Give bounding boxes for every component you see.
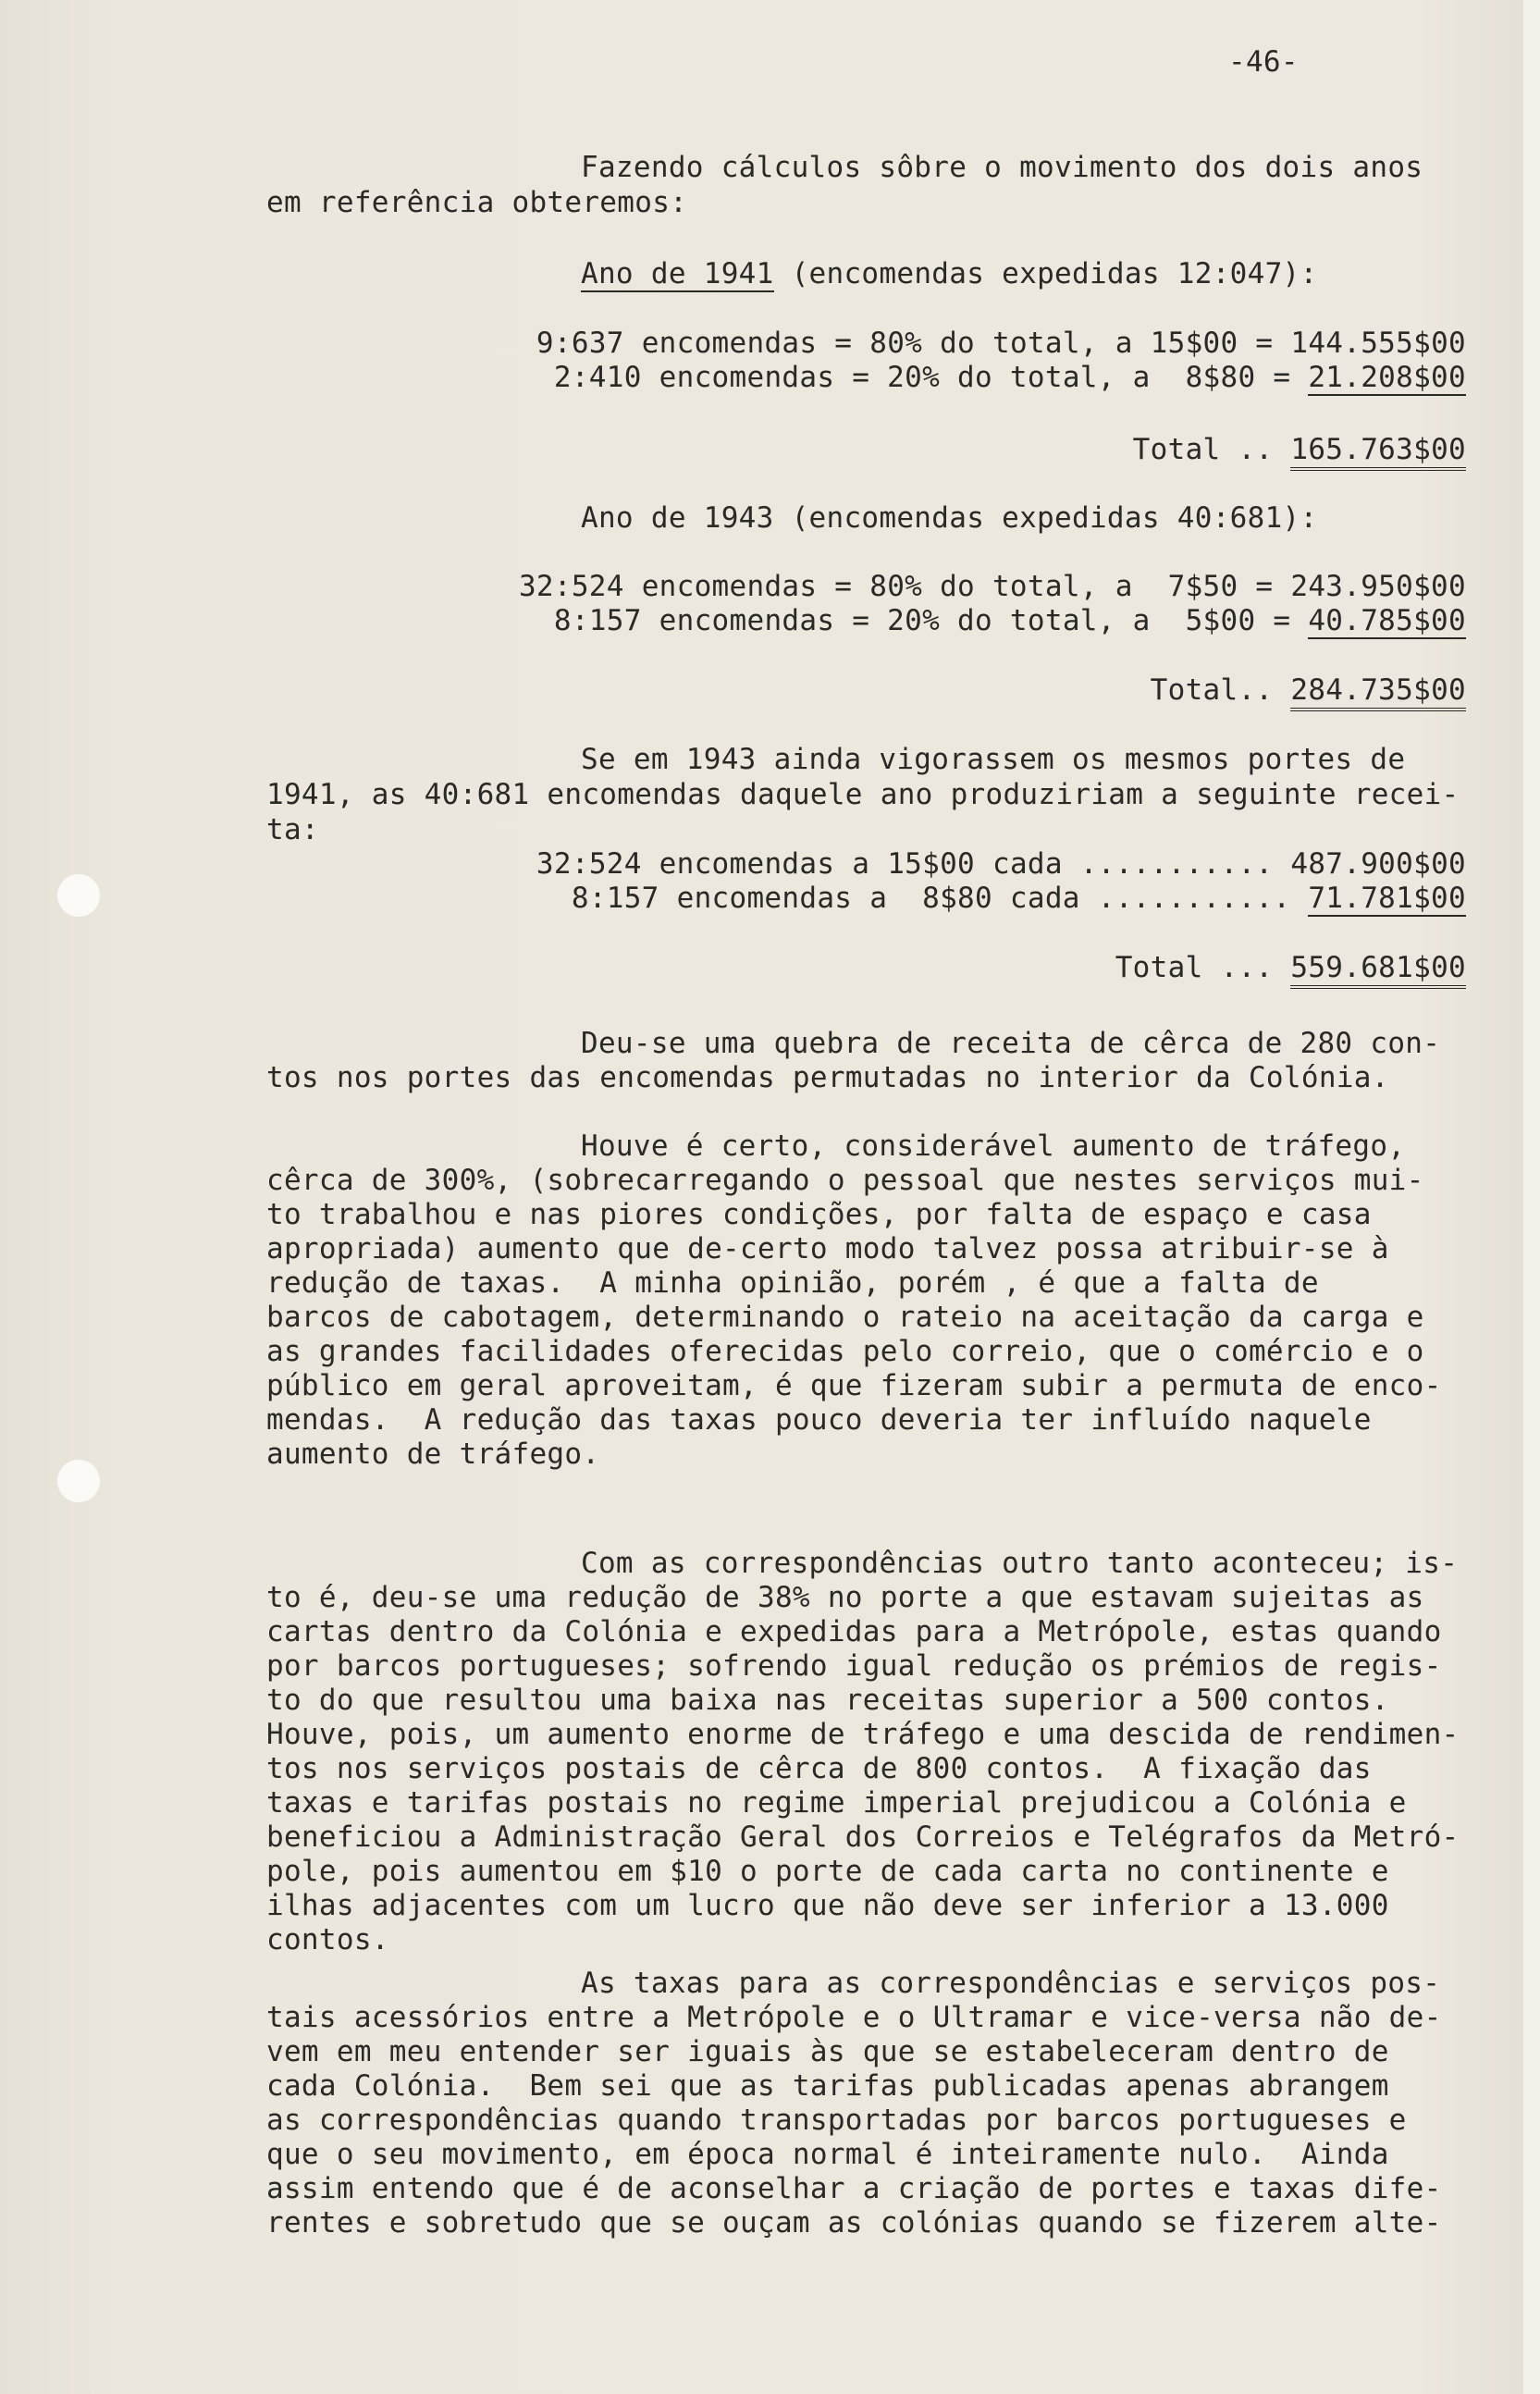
intro-line-1: Fazendo cálculos sôbre o movimento dos dois anos (581, 151, 1423, 184)
punch-hole-bottom (57, 1460, 100, 1502)
corresp-line-5: to do que resultou uma baixa nas receitas superior a 500 contos. (266, 1684, 1389, 1717)
corresp-line-1: Com as correspondências outro tanto aconteceu; is- (581, 1547, 1459, 1580)
corresp-line-9: beneficiou a Administração Geral dos Correios e Telégrafos da Metró- (266, 1820, 1460, 1854)
hypothesis-line-1: Se em 1943 ainda vigorassem os mesmos portes de (581, 743, 1406, 776)
punch-hole-top (57, 874, 100, 917)
quebra-line-1: Deu-se uma quebra de receita de cêrca de 280 con- (581, 1027, 1441, 1060)
year-1943-total (1151, 673, 1466, 708)
page-edge (1523, 0, 1540, 2394)
corresp-line-7: tos nos serviços postais de cêrca de 800 contos. A fixação das (266, 1752, 1372, 1785)
year-1941-heading-rest: (encomendas expedidas 12:047): (773, 257, 1318, 290)
year-1943-total-value: 284.735$00 (1290, 673, 1466, 711)
year-1943-row-2-value: 40.785$00 (1308, 604, 1466, 637)
corresp-line-12: contos. (266, 1923, 389, 1956)
corresp-line-2: to é, deu-se uma redução de 38% no porte a que estavam sujeitas as (266, 1581, 1424, 1614)
hypothesis-row-2 (572, 881, 1466, 916)
trafego-line-3: to trabalhou e nas piores condições, por falta de espaço e casa (266, 1198, 1372, 1231)
trafego-line-9: mendas. A redução das taxas pouco deveria ter influído naquele (266, 1403, 1372, 1437)
taxas-line-7: assim entendo que é de aconselhar a criação de portes e taxas dife- (266, 2172, 1442, 2205)
quebra-line-2: tos nos portes das encomendas permutadas no interior da Colónia. (266, 1061, 1389, 1094)
intro-line-2: em referência obteremos: (266, 186, 688, 219)
year-1941-row-2-text: 2:410 encomendas = 20% do total, a 8$80 = (553, 361, 1309, 394)
year-1943-heading: Ano de 1943 (encomendas expedidas 40:681): (581, 501, 1318, 535)
trafego-line-2: cêrca de 300%, (sobrecarregando o pessoal que nestes serviços mui- (266, 1164, 1424, 1197)
trafego-line-1: Houve é certo, considerável aumento de tráfego, (581, 1129, 1406, 1163)
year-1943-row-1: 32:524 encomendas = 80% do total, a 7$50 = 243.950$00 (518, 570, 1466, 603)
hypothesis-total (1115, 950, 1466, 985)
corresp-line-11: ilhas adjacentes com um lucro que não deve ser inferior a 13.000 (266, 1889, 1389, 1922)
trafego-line-4: apropriada) aumento que de-certo modo talvez possa atribuir-se à (266, 1232, 1389, 1265)
year-1941-heading (581, 256, 1317, 291)
year-1941-row-2 (554, 360, 1466, 395)
year-1941-total (1133, 432, 1466, 467)
corresp-line-3: cartas dentro da Colónia e expedidas para a Metrópole, estas quando (266, 1615, 1442, 1648)
taxas-line-8: rentes e sobretudo que se ouçam as colónias quando se fizerem alte- (266, 2206, 1442, 2240)
year-1941-row-1: 9:637 encomendas = 80% do total, a 15$00 = 144.555$00 (536, 327, 1466, 360)
corresp-line-10: pole, pois aumentou em $10 o porte de cada carta no continente e (266, 1855, 1389, 1888)
trafego-line-6: barcos de cabotagem, determinando o rateio na aceitação da carga e (266, 1301, 1424, 1334)
taxas-line-5: as correspondências quando transportadas por barcos portugueses e (266, 2104, 1407, 2137)
corresp-line-8: taxas e tarifas postais no regime imperial prejudicou a Colónia e (266, 1786, 1407, 1820)
year-1941-label: Ano de 1941 (581, 257, 774, 290)
page-number: -46- (1228, 45, 1299, 79)
hypothesis-total-label: Total ... (1115, 951, 1291, 984)
year-1943-row-2 (554, 603, 1466, 638)
year-1941-total-value: 165.763$00 (1290, 433, 1466, 471)
hypothesis-line-2: 1941, as 40:681 encomendas daquele ano produziriam a seguinte recei- (266, 778, 1460, 811)
year-1941-row-2-value: 21.208$00 (1308, 361, 1466, 394)
hypothesis-line-3: ta: (266, 813, 319, 846)
taxas-line-6: que o seu movimento, em época normal é inteiramente nulo. Ainda (266, 2138, 1389, 2171)
taxas-line-2: tais acessórios entre a Metrópole e o Ultramar e vice-versa não de- (266, 2001, 1442, 2034)
hypothesis-total-value: 559.681$00 (1290, 951, 1466, 989)
hypothesis-row-2-text: 8:157 encomendas a 8$80 cada ........... (571, 882, 1309, 915)
year-1943-row-2-text: 8:157 encomendas = 20% do total, a 5$00 = (553, 604, 1309, 637)
trafego-line-7: as grandes facilidades oferecidas pelo correio, que o comércio e o (266, 1335, 1424, 1368)
hypothesis-row-1: 32:524 encomendas a 15$00 cada ........... 487.900$00 (536, 847, 1466, 881)
trafego-line-5: redução de taxas. A minha opinião, porém , é que a falta de (266, 1266, 1319, 1300)
corresp-line-4: por barcos portugueses; sofrendo igual redução os prémios de regis- (266, 1649, 1442, 1683)
year-1941-total-label: Total .. (1132, 433, 1291, 466)
taxas-line-3: vem em meu entender ser iguais às que se estabeleceram dentro de (266, 2035, 1389, 2068)
corresp-line-6: Houve, pois, um aumento enorme de tráfego e uma descida de rendimen- (266, 1718, 1460, 1751)
trafego-line-8: público em geral aproveitam, é que fizeram subir a permuta de enco- (266, 1369, 1442, 1402)
hypothesis-row-2-value: 71.781$00 (1308, 882, 1466, 915)
trafego-line-10: aumento de tráfego. (266, 1438, 600, 1471)
taxas-line-1: As taxas para as correspondências e serviços pos- (581, 1967, 1441, 2000)
year-1943-total-label: Total.. (1150, 673, 1291, 707)
taxas-line-4: cada Colónia. Bem sei que as tarifas publicadas apenas abrangem (266, 2069, 1389, 2103)
